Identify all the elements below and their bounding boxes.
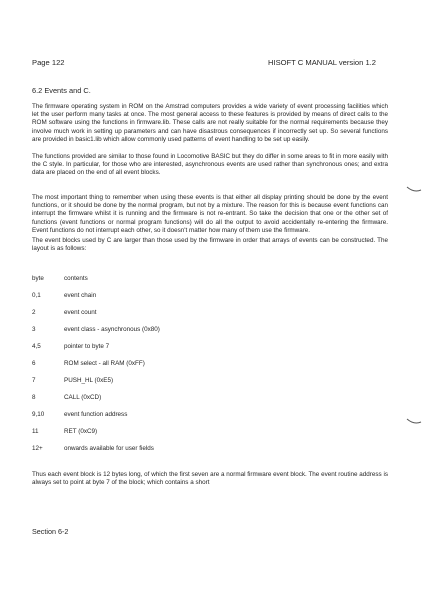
table-cell-byte: 2 (32, 309, 36, 316)
table-cell-byte: 7 (32, 377, 36, 384)
section-footer: Section 6-2 (32, 527, 69, 536)
paragraph-4: The event blocks used by C are larger than those used by the firmware in order that arrays of events can be constructed. The layout is as follows: (32, 237, 388, 253)
margin-mark (406, 418, 422, 425)
paragraph-1: The firmware operating system in ROM on the Amstrad computers provides a wide variety of event processing facilities which let the user perform many tasks at once. The most general access to these features is provided by means of direct calls to the ROM software using the functions in firmware.lib. These calls are not really suitable for the normal requirements because they involve much work in setting up parameters and can have disastrous consequences if incorrectly set up. So several functions are provided in basic1.lib which allow commonly used patterns of event handling to be set up easily. (32, 103, 388, 143)
section-heading: 6.2 Events and C. (32, 86, 91, 95)
table-cell-byte: 6 (32, 360, 36, 367)
table-cell-byte: 9,10 (32, 411, 45, 418)
table-cell-byte: 3 (32, 326, 36, 333)
table-cell-contents: PUSH_HL (0xE5) (64, 377, 114, 384)
table-header-byte: byte (32, 275, 44, 282)
page-number: Page 122 (32, 58, 65, 67)
table-cell-byte: 0,1 (32, 292, 41, 299)
table-cell-byte: 4,5 (32, 343, 41, 350)
table-cell-contents: RET (0xC9) (64, 428, 98, 435)
table-cell-contents: ROM select - all RAM (0xFF) (64, 360, 145, 367)
table-cell-byte: 8 (32, 394, 36, 401)
table-cell-byte: 12+ (32, 445, 43, 452)
table-cell-contents: pointer to byte 7 (64, 343, 110, 350)
table-cell-contents: event function address (64, 411, 128, 418)
margin-mark (406, 186, 422, 193)
manual-title: HISOFT C MANUAL version 1.2 (267, 58, 376, 67)
table-cell-contents: CALL (0xCD) (64, 394, 102, 401)
table-header-contents: contents (64, 275, 88, 282)
paragraph-3: The most important thing to remember when using these events is that either all display printing should be done by the event functions, or it should be done by the normal program, but not by a mixture. The reason for this is because event functions can interrupt the firmware whilst it is running and the firmware is not re-entrant. So take the decision that one or the other set of functions (event functions or normal program functions) will do all the output to avoid accidentally re-entering the firmware. Event functions do not interrupt each other, so it doesn't matter how many of them use the firmware. (32, 194, 388, 234)
table-cell-contents: onwards available for user fields (64, 445, 154, 452)
table-cell-contents: event class - asynchronous (0x80) (64, 326, 160, 333)
paragraph-5: Thus each event block is 12 bytes long, of which the first seven are a normal firmware event block. The event routine address is always set to point at byte 7 of the block; which contains a short (32, 471, 388, 487)
table-cell-contents: event count (64, 309, 97, 316)
table-cell-contents: event chain (64, 292, 97, 299)
table-cell-byte: 11 (32, 428, 39, 435)
paragraph-2: The functions provided are similar to those found in Locomotive BASIC but they do differ in some areas to fit in more easily with the C style. In particular, for those who are interested, asynchronous events are used rather than synchronous ones; and extra data are placed on the end of all event blocks. (32, 153, 388, 177)
